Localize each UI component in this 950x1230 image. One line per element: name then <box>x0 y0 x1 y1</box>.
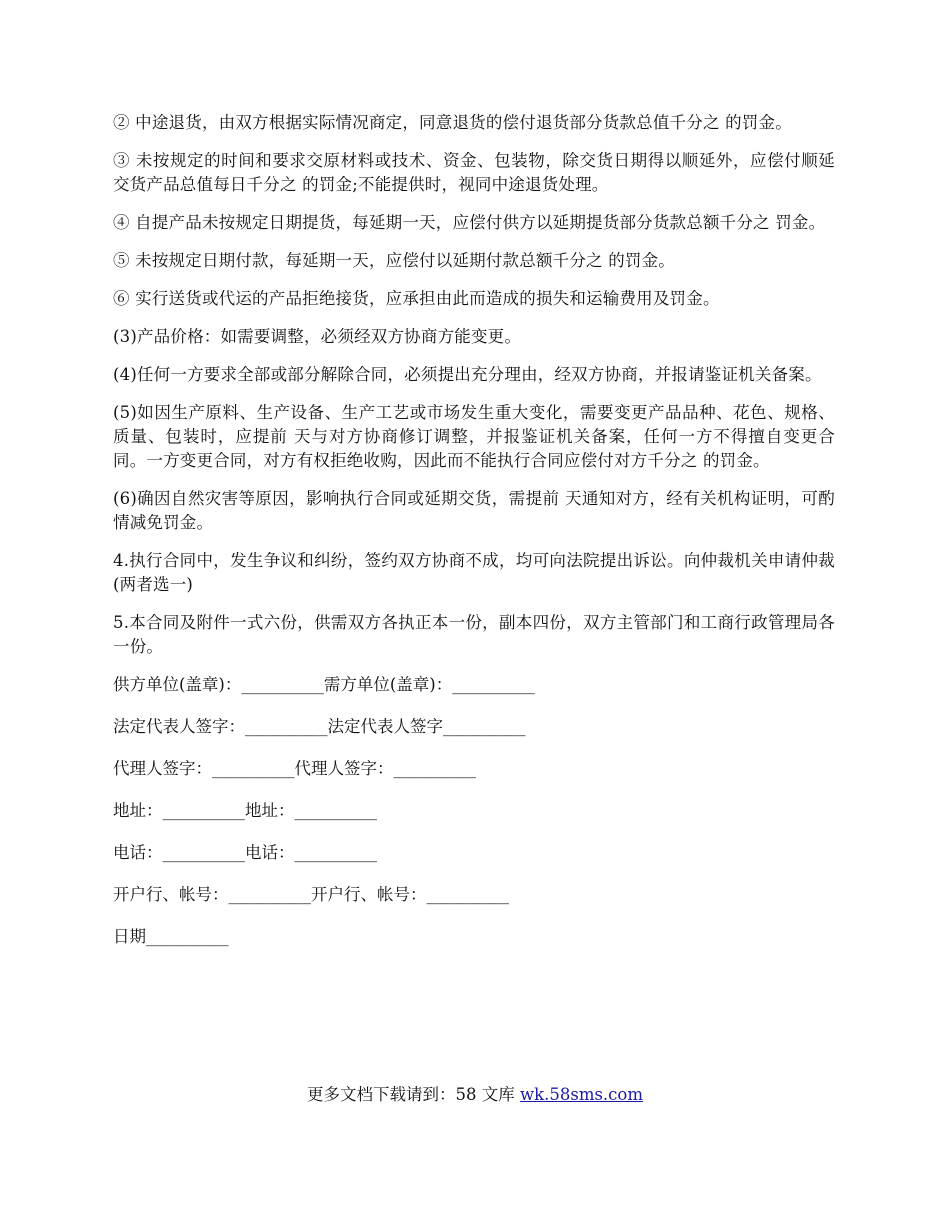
signature-date: 日期__________ <box>113 927 229 946</box>
clause-force-majeure: (6)确因自然灾害等原因，影响执行合同或延期交货，需提前 天通知对方，经有关机构证明，可酌情减免罚金。 <box>113 489 835 532</box>
document-body <box>113 111 835 967</box>
clause-penalty-return: ② 中途退货，由双方根据实际情况商定，同意退货的偿付退货部分货款总值千分之 的罚金。 <box>113 113 792 132</box>
footer-link[interactable]: wk.58sms.com <box>519 1085 643 1104</box>
clause-penalty-pickup: ④ 自提产品未按规定日期提货，每延期一天，应偿付供方以延期提货部分货款总额千分之 罚金。 <box>113 213 826 232</box>
clause-copies: 5.本合同及附件一式六份，供需双方各执正本一份，副本四份，双方主管部门和工商行政管理局各一份。 <box>113 613 835 656</box>
clause-dispute: 4.执行合同中，发生争议和纠纷，签约双方协商不成，均可向法院提出诉讼。向仲裁机关申请仲裁(两者选一) <box>113 551 835 594</box>
clause-price: (3)产品价格：如需要调整，必须经双方协商方能变更。 <box>113 327 522 346</box>
clause-penalty-refusal: ⑥ 实行送货或代运的产品拒绝接货，应承担由此而造成的损失和运输费用及罚金。 <box>113 289 720 308</box>
footer-text: 更多文档下载请到：58 文库 <box>306 1085 520 1104</box>
clause-termination: (4)任何一方要求全部或部分解除合同，必须提出充分理由，经双方协商，并报请鉴证机关备案。 <box>113 365 822 384</box>
signature-legal-rep: 法定代表人签字：__________法定代表人签字__________ <box>113 717 526 736</box>
clause-penalty-materials: ③ 未按规定的时间和要求交原材料或技术、资金、包装物，除交货日期得以顺延外，应偿付顺延交货产品总值每日千分之 的罚金;不能提供时，视同中途退货处理。 <box>113 151 835 194</box>
clause-penalty-payment: ⑤ 未按规定日期付款，每延期一天，应偿付以延期付款总额千分之 的罚金。 <box>113 251 675 270</box>
signature-bank-account: 开户行、帐号：__________开户行、帐号：__________ <box>113 885 509 904</box>
clause-change: (5)如因生产原料、生产设备、生产工艺或市场发生重大变化，需要变更产品品种、花色、规格、质量、包装时，应提前 天与对方协商修订调整，并报鉴证机关备案，任何一方不得擅自变更合同。一方变更合同，对方有权拒绝收购，因此而不能执行合同应偿付对方千分之 的罚金。 <box>113 403 835 470</box>
signature-unit: 供方单位(盖章)：__________需方单位(盖章)：__________ <box>113 675 535 694</box>
signature-address: 地址：__________地址：__________ <box>113 801 377 820</box>
footer <box>0 1083 950 1107</box>
signature-phone: 电话：__________电话：__________ <box>113 843 377 862</box>
signature-agent: 代理人签字：__________代理人签字：__________ <box>113 759 476 778</box>
